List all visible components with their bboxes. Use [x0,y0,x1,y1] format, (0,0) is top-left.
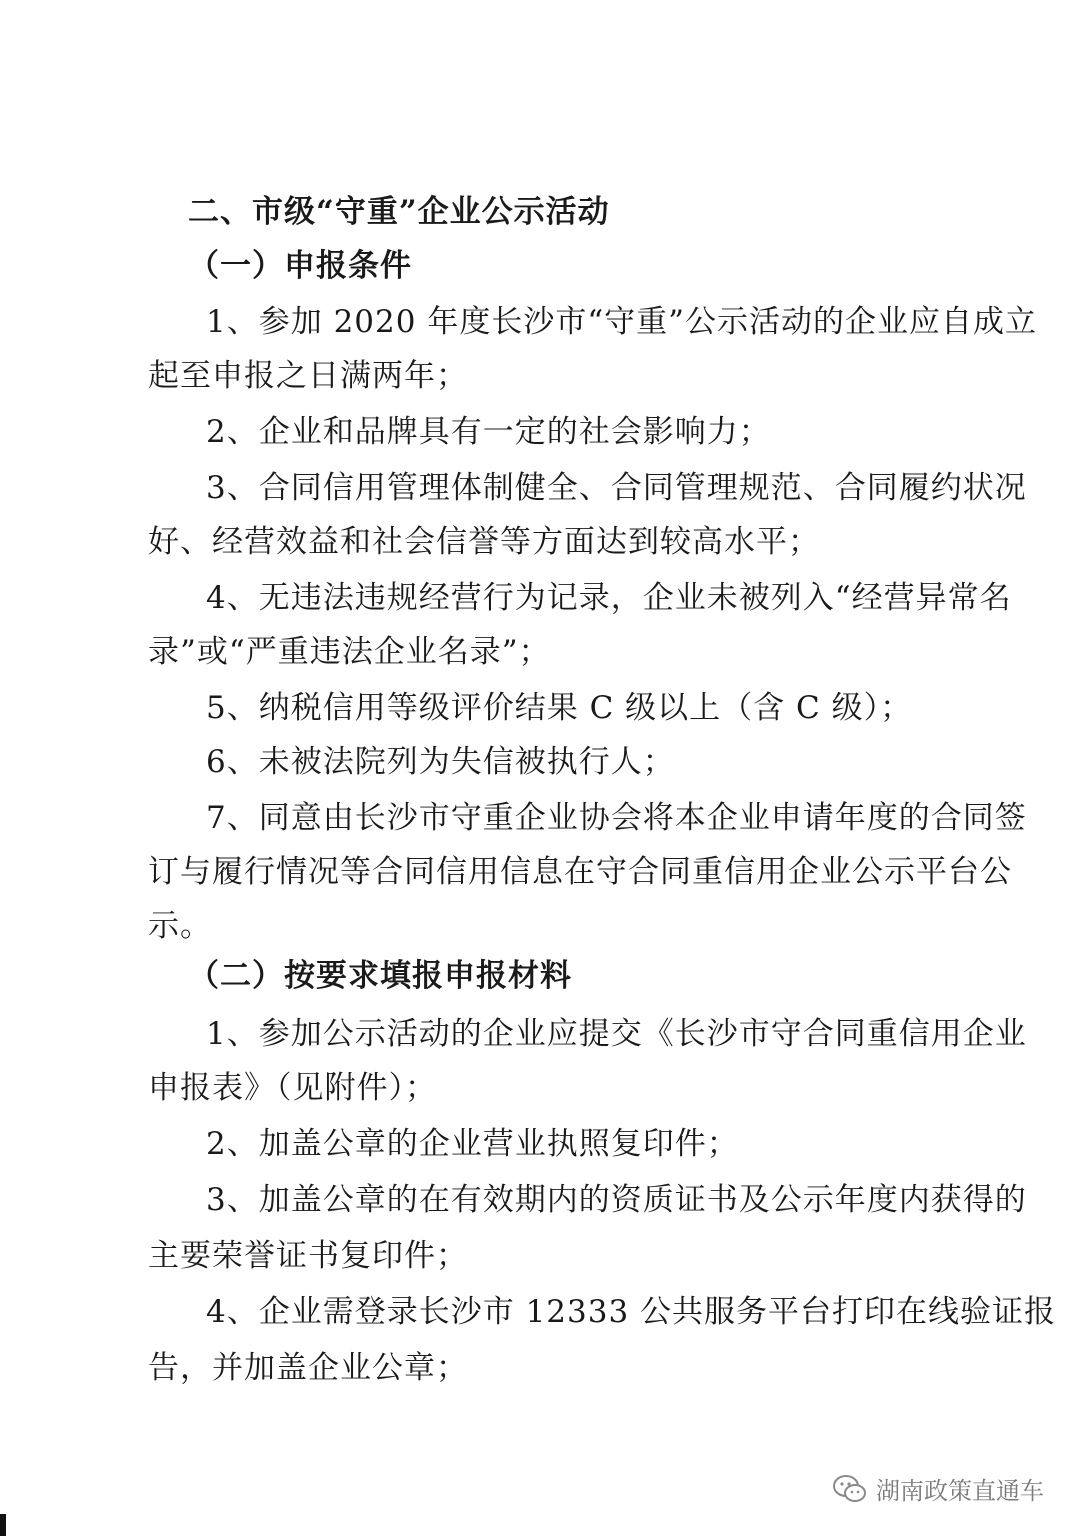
subsection-title-materials: （二）按要求填报申报材料 [188,958,572,994]
subsection-title-conditions: （一）申报条件 [188,248,412,284]
condition-5-line-1: 5、纳税信用等级评价结果 C 级以上（含 C 级）； [206,690,913,726]
scan-edge-mark [0,1514,6,1536]
material-4-line-2: 告，并加盖企业公章； [148,1350,468,1386]
condition-7-line-3: 示。 [148,908,212,944]
condition-3-line-2: 好、经营效益和社会信誉等方面达到较高水平； [148,524,820,560]
condition-1-line-2: 起至申报之日满两年； [148,358,468,394]
material-4-line-1: 4、企业需登录长沙市 12333 公共服务平台打印在线验证报 [206,1294,1057,1330]
wechat-icon [832,1473,868,1505]
condition-2-line-1: 2、企业和品牌具有一定的社会影响力； [206,414,771,450]
condition-4-line-2: 录”或“严重违法企业名录”； [148,634,551,670]
material-3-line-1: 3、加盖公章的在有效期内的资质证书及公示年度内获得的 [206,1182,1027,1218]
section-title: 二、市级“守重”企业公示活动 [188,194,610,230]
material-2-line-1: 2、加盖公章的企业营业执照复印件； [206,1126,739,1162]
condition-4-line-1: 4、无违法违规经营行为记录，企业未被列入“经营异常名 [206,580,1012,616]
condition-3-line-1: 3、合同信用管理体制健全、合同管理规范、合同履约状况 [206,470,1027,506]
condition-7-line-2: 订与履行情况等合同信用信息在守合同重信用企业公示平台公 [148,854,1012,890]
watermark [832,1471,1044,1506]
condition-1-line-1: 1、参加 2020 年度长沙市“守重”公示活动的企业应自成立 [206,304,1038,340]
condition-6-line-1: 6、未被法院列为失信被执行人； [206,744,675,780]
material-1-line-2: 申报表》（见附件）； [148,1070,437,1106]
material-1-line-1: 1、参加公示活动的企业应提交《长沙市守合同重信用企业 [206,1016,1027,1052]
watermark-text: 湖南政策直通车 [876,1477,1044,1505]
condition-7-line-1: 7、同意由长沙市守重企业协会将本企业申请年度的合同签 [206,800,1027,836]
material-3-line-2: 主要荣誉证书复印件； [148,1238,468,1274]
